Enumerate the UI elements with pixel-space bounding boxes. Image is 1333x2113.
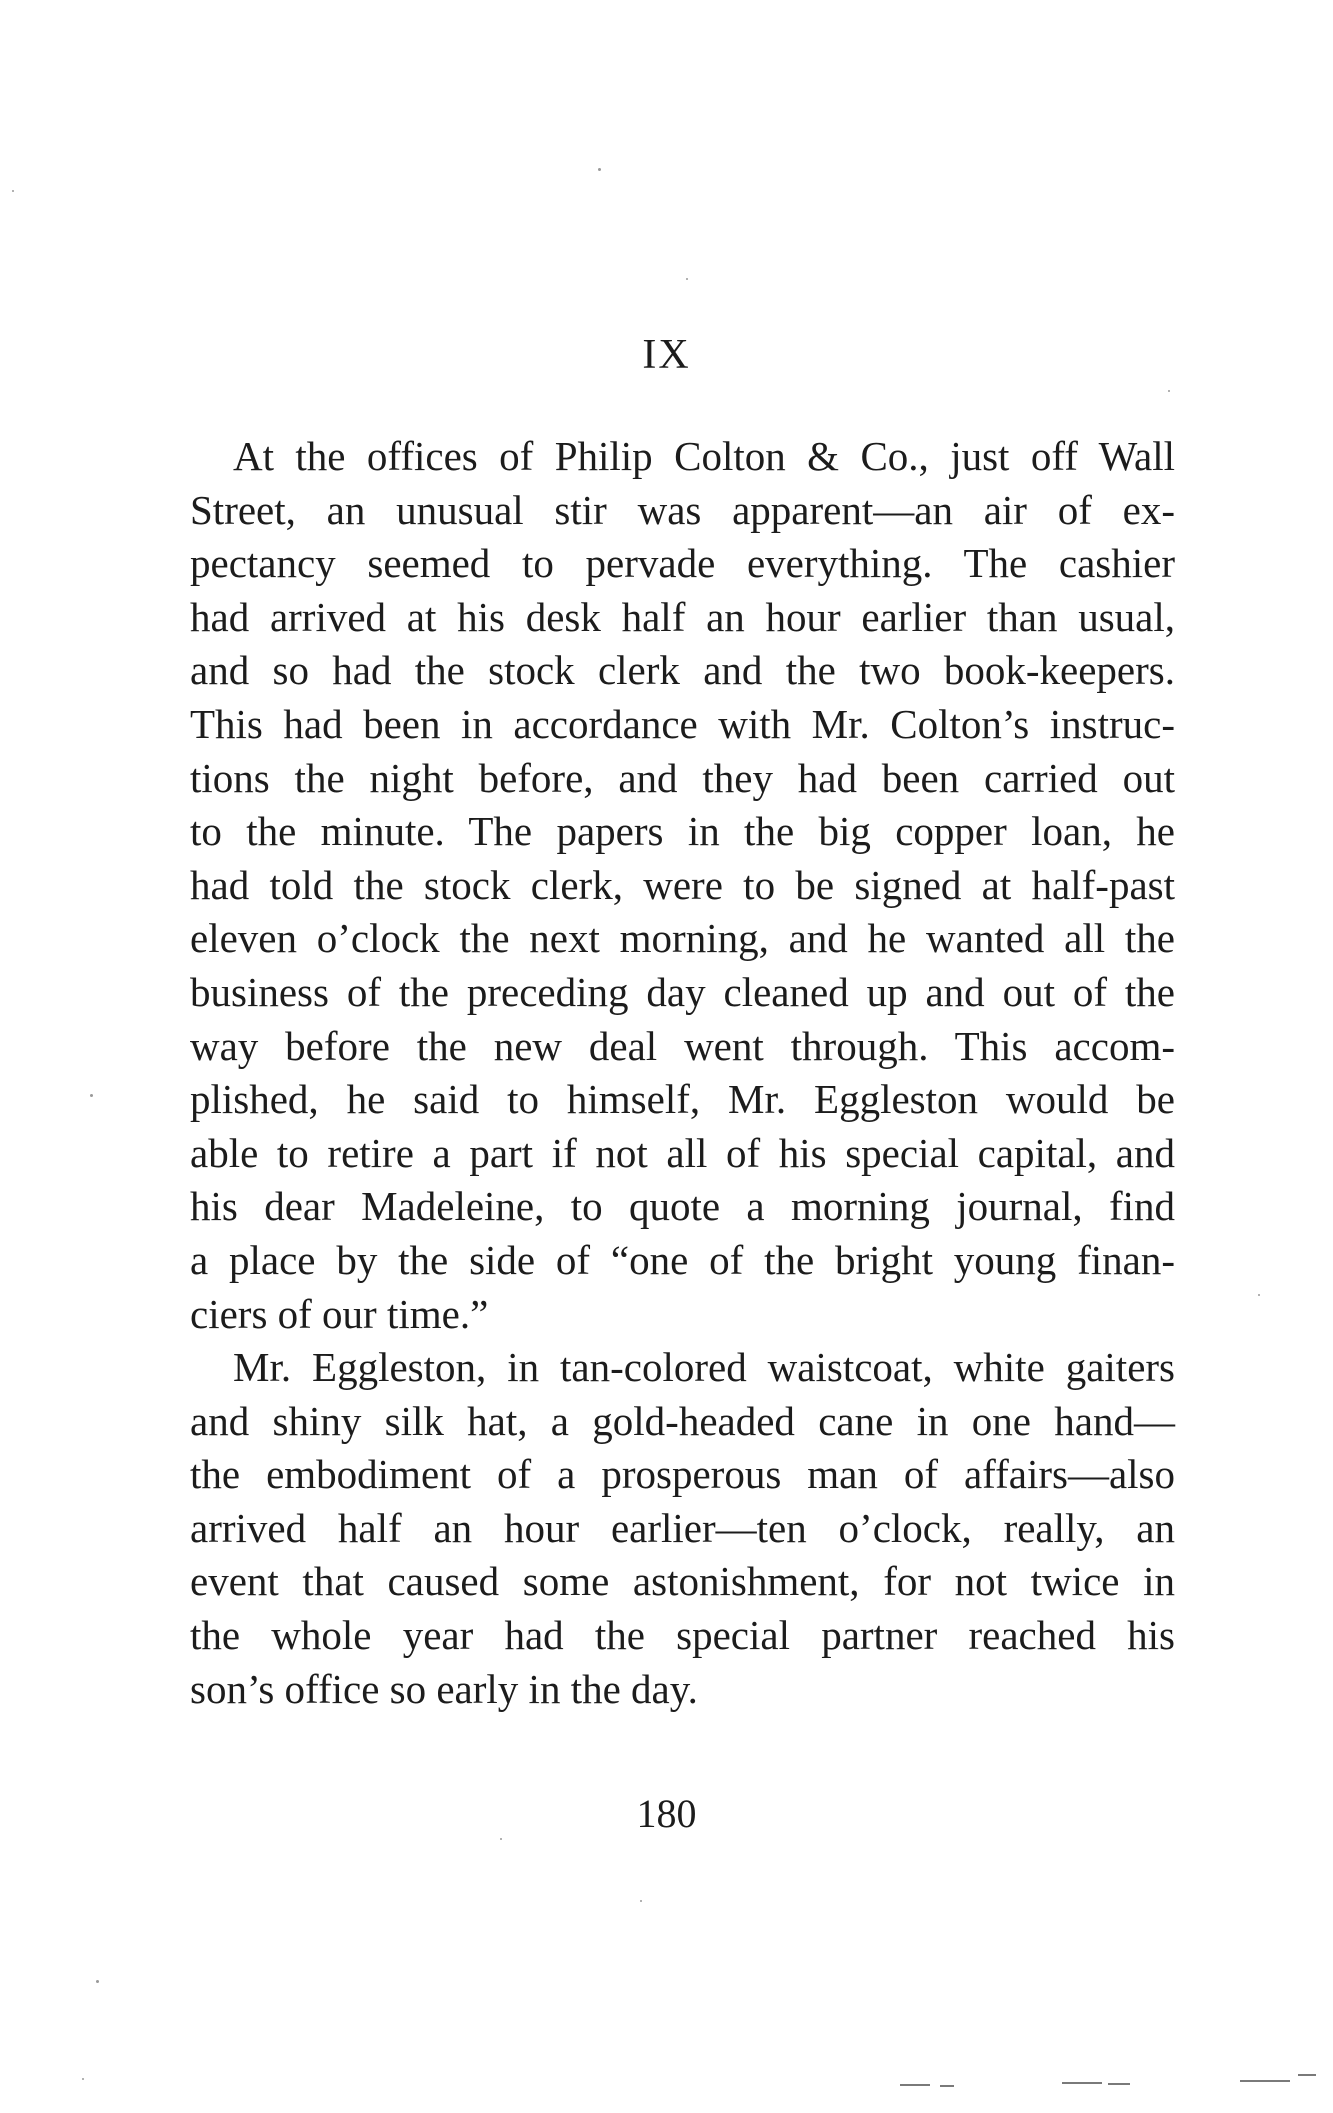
text-line: and so had the stock clerk and the two book-keepers. [190,647,1175,694]
scan-speck [12,190,14,192]
text-line: event that caused some astonishment, for not twice in [190,1558,1175,1605]
scan-speck [500,1838,502,1840]
scan-mark [900,2084,930,2086]
text-line: Street, an unusual stir was apparent—an air of ex- [190,486,1175,533]
scan-mark [1298,2074,1316,2076]
text-line: pectancy seemed to pervade everything. The cashier [190,540,1175,587]
text-line: plished, he said to himself, Mr. Eggleston would be [190,1076,1175,1123]
text-line: This had been in accordance with Mr. Colton’s instruc- [190,700,1175,747]
scan-mark [1108,2083,1130,2085]
text-line: Mr. Eggleston, in tan-colored waistcoat, white gaiters [233,1344,1175,1390]
scan-speck [1168,390,1170,392]
text-line: the embodiment of a prosperous man of affairs—also [190,1451,1175,1498]
text-line: the whole year had the special partner reached his [190,1611,1175,1658]
scan-speck [1258,1294,1260,1296]
text-line: had arrived at his desk half an hour earlier than usual, [190,593,1175,640]
paragraph-2 [190,1341,1175,1716]
page-number: 180 [636,1791,697,1836]
scan-mark [1062,2082,1102,2084]
scan-speck [598,168,601,171]
text-line: arrived half an hour earlier—ten o’clock, really, an [190,1504,1175,1551]
scan-speck [82,2078,84,2080]
text-line: ciers of our time.” [190,1290,489,1337]
text-line: a place by the side of “one of the bright young finan- [190,1236,1175,1283]
text-line: son’s office so early in the day. [190,1665,698,1712]
scan-speck [90,1094,93,1097]
text-line: business of the preceding day cleaned up and out of the [190,968,1175,1015]
text-line: At the offices of Philip Colton & Co., just off Wall [233,433,1175,479]
scan-speck [686,278,688,280]
scan-mark [940,2085,954,2087]
scan-mark [1240,2080,1290,2082]
text-line: his dear Madeleine, to quote a morning journal, find [190,1183,1175,1230]
paragraph-1 [190,430,1175,1341]
text-line: eleven o’clock the next morning, and he wanted all the [190,915,1175,962]
scan-speck [640,1900,642,1902]
text-line: and shiny silk hat, a gold-headed cane in one hand— [190,1397,1175,1444]
chapter-heading: IX [642,332,691,378]
scan-speck [96,1980,99,1983]
text-line: tions the night before, and they had been carried out [190,754,1175,801]
text-line: to the minute. The papers in the big copper loan, he [190,808,1175,855]
text-line: able to retire a part if not all of his special capital, and [190,1129,1175,1176]
text-line: had told the stock clerk, were to be signed at half-past [190,861,1175,908]
text-line: way before the new deal went through. This accom- [190,1022,1175,1069]
